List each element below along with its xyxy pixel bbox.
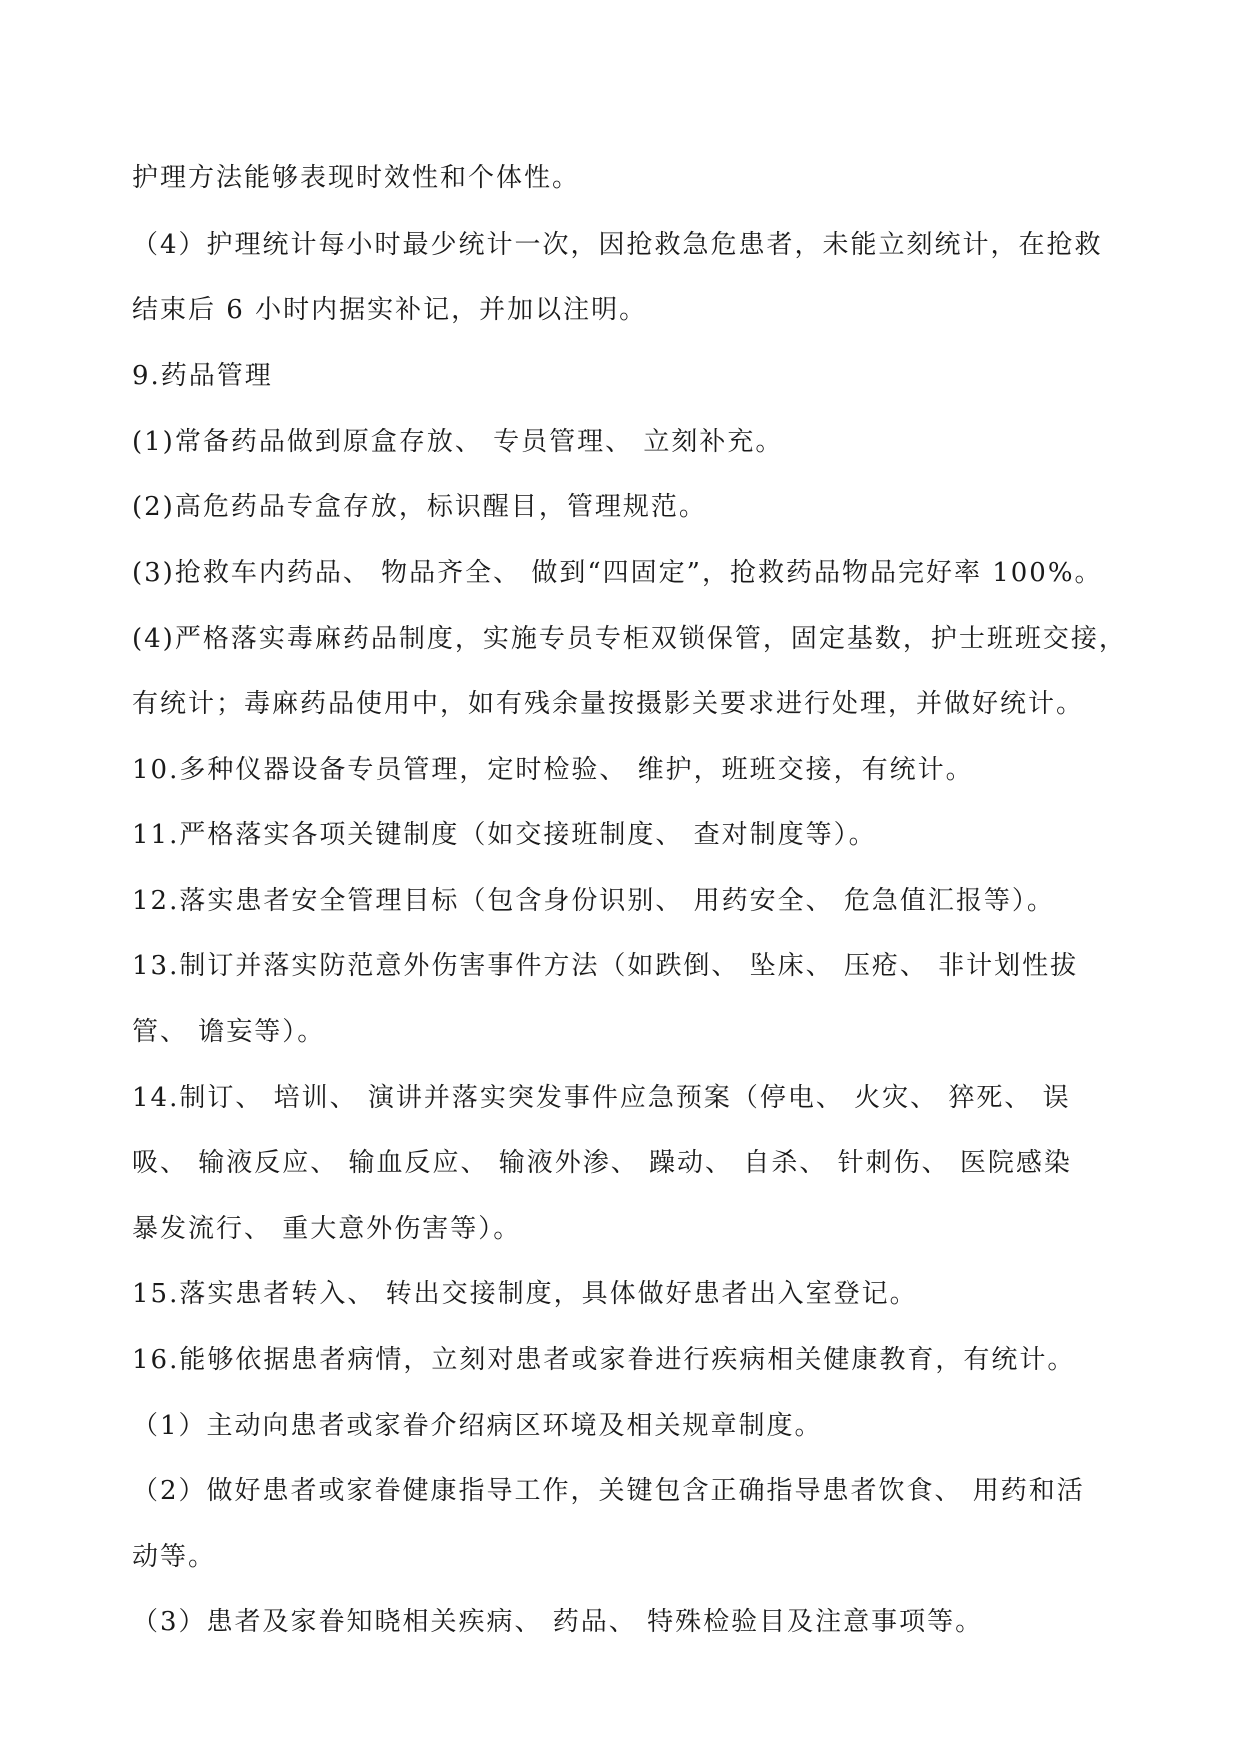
text-line: （4）护理统计每小时最少统计一次，因抢救急危患者，未能立刻统计，在抢救: [132, 230, 1103, 260]
text-line: 护理方法能够表现时效性和个体性。: [132, 163, 581, 193]
text-line: 管、 谵妄等）。: [132, 1017, 326, 1047]
text-line: 有统计；毒麻药品使用中，如有残余量按摄影关要求进行处理，并做好统计。: [132, 689, 1085, 719]
text-line: 14.制订、 培训、 演讲并落实突发事件应急预案（停电、 火灾、 猝死、 误: [132, 1083, 1071, 1113]
text-line: 结束后 6 小时内据实补记，并加以注明。: [132, 295, 648, 325]
text-line: 16.能够依据患者病情，立刻对患者或家眷进行疾病相关健康教育，有统计。: [132, 1345, 1076, 1375]
text-line: (1)常备药品做到原盒存放、 专员管理、 立刻补充。: [132, 427, 784, 457]
text-line: （3）患者及家眷知晓相关疾病、 药品、 特殊检验目及注意事项等。: [132, 1607, 984, 1637]
text-line: 11.严格落实各项关键制度（如交接班制度、 查对制度等）。: [132, 820, 877, 850]
text-line: （1）主动向患者或家眷介绍病区环境及相关规章制度。: [132, 1411, 823, 1441]
text-line: 10.多种仪器设备专员管理，定时检验、 维护，班班交接，有统计。: [132, 755, 974, 785]
text-line: 暴发流行、 重大意外伤害等）。: [132, 1214, 522, 1244]
text-line: 吸、 输液反应、 输血反应、 输液外渗、 躁动、 自杀、 针刺伤、 医院感染: [132, 1148, 1072, 1178]
text-line: （2）做好患者或家眷健康指导工作，关键包含正确指导患者饮食、 用药和活: [132, 1476, 1085, 1506]
text-line: (4)严格落实毒麻药品制度，实施专员专柜双锁保管，固定基数，护士班班交接，: [132, 624, 1127, 654]
text-line: 12.落实患者安全管理目标（包含身份识别、 用药安全、 危急值汇报等）。: [132, 886, 1055, 916]
text-line: 动等。: [132, 1542, 217, 1572]
text-line: 13.制订并落实防范意外伤害事件方法（如跌倒、 坠床、 压疮、 非计划性拔: [132, 951, 1079, 981]
section-heading: 9.药品管理: [132, 361, 273, 391]
text-line: 15.落实患者转入、 转出交接制度，具体做好患者出入室登记。: [132, 1279, 918, 1309]
text-line: (2)高危药品专盒存放，标识醒目，管理规范。: [132, 492, 707, 522]
text-line: (3)抢救车内药品、 物品齐全、 做到“四固定”，抢救药品物品完好率 100%。: [132, 558, 1103, 588]
